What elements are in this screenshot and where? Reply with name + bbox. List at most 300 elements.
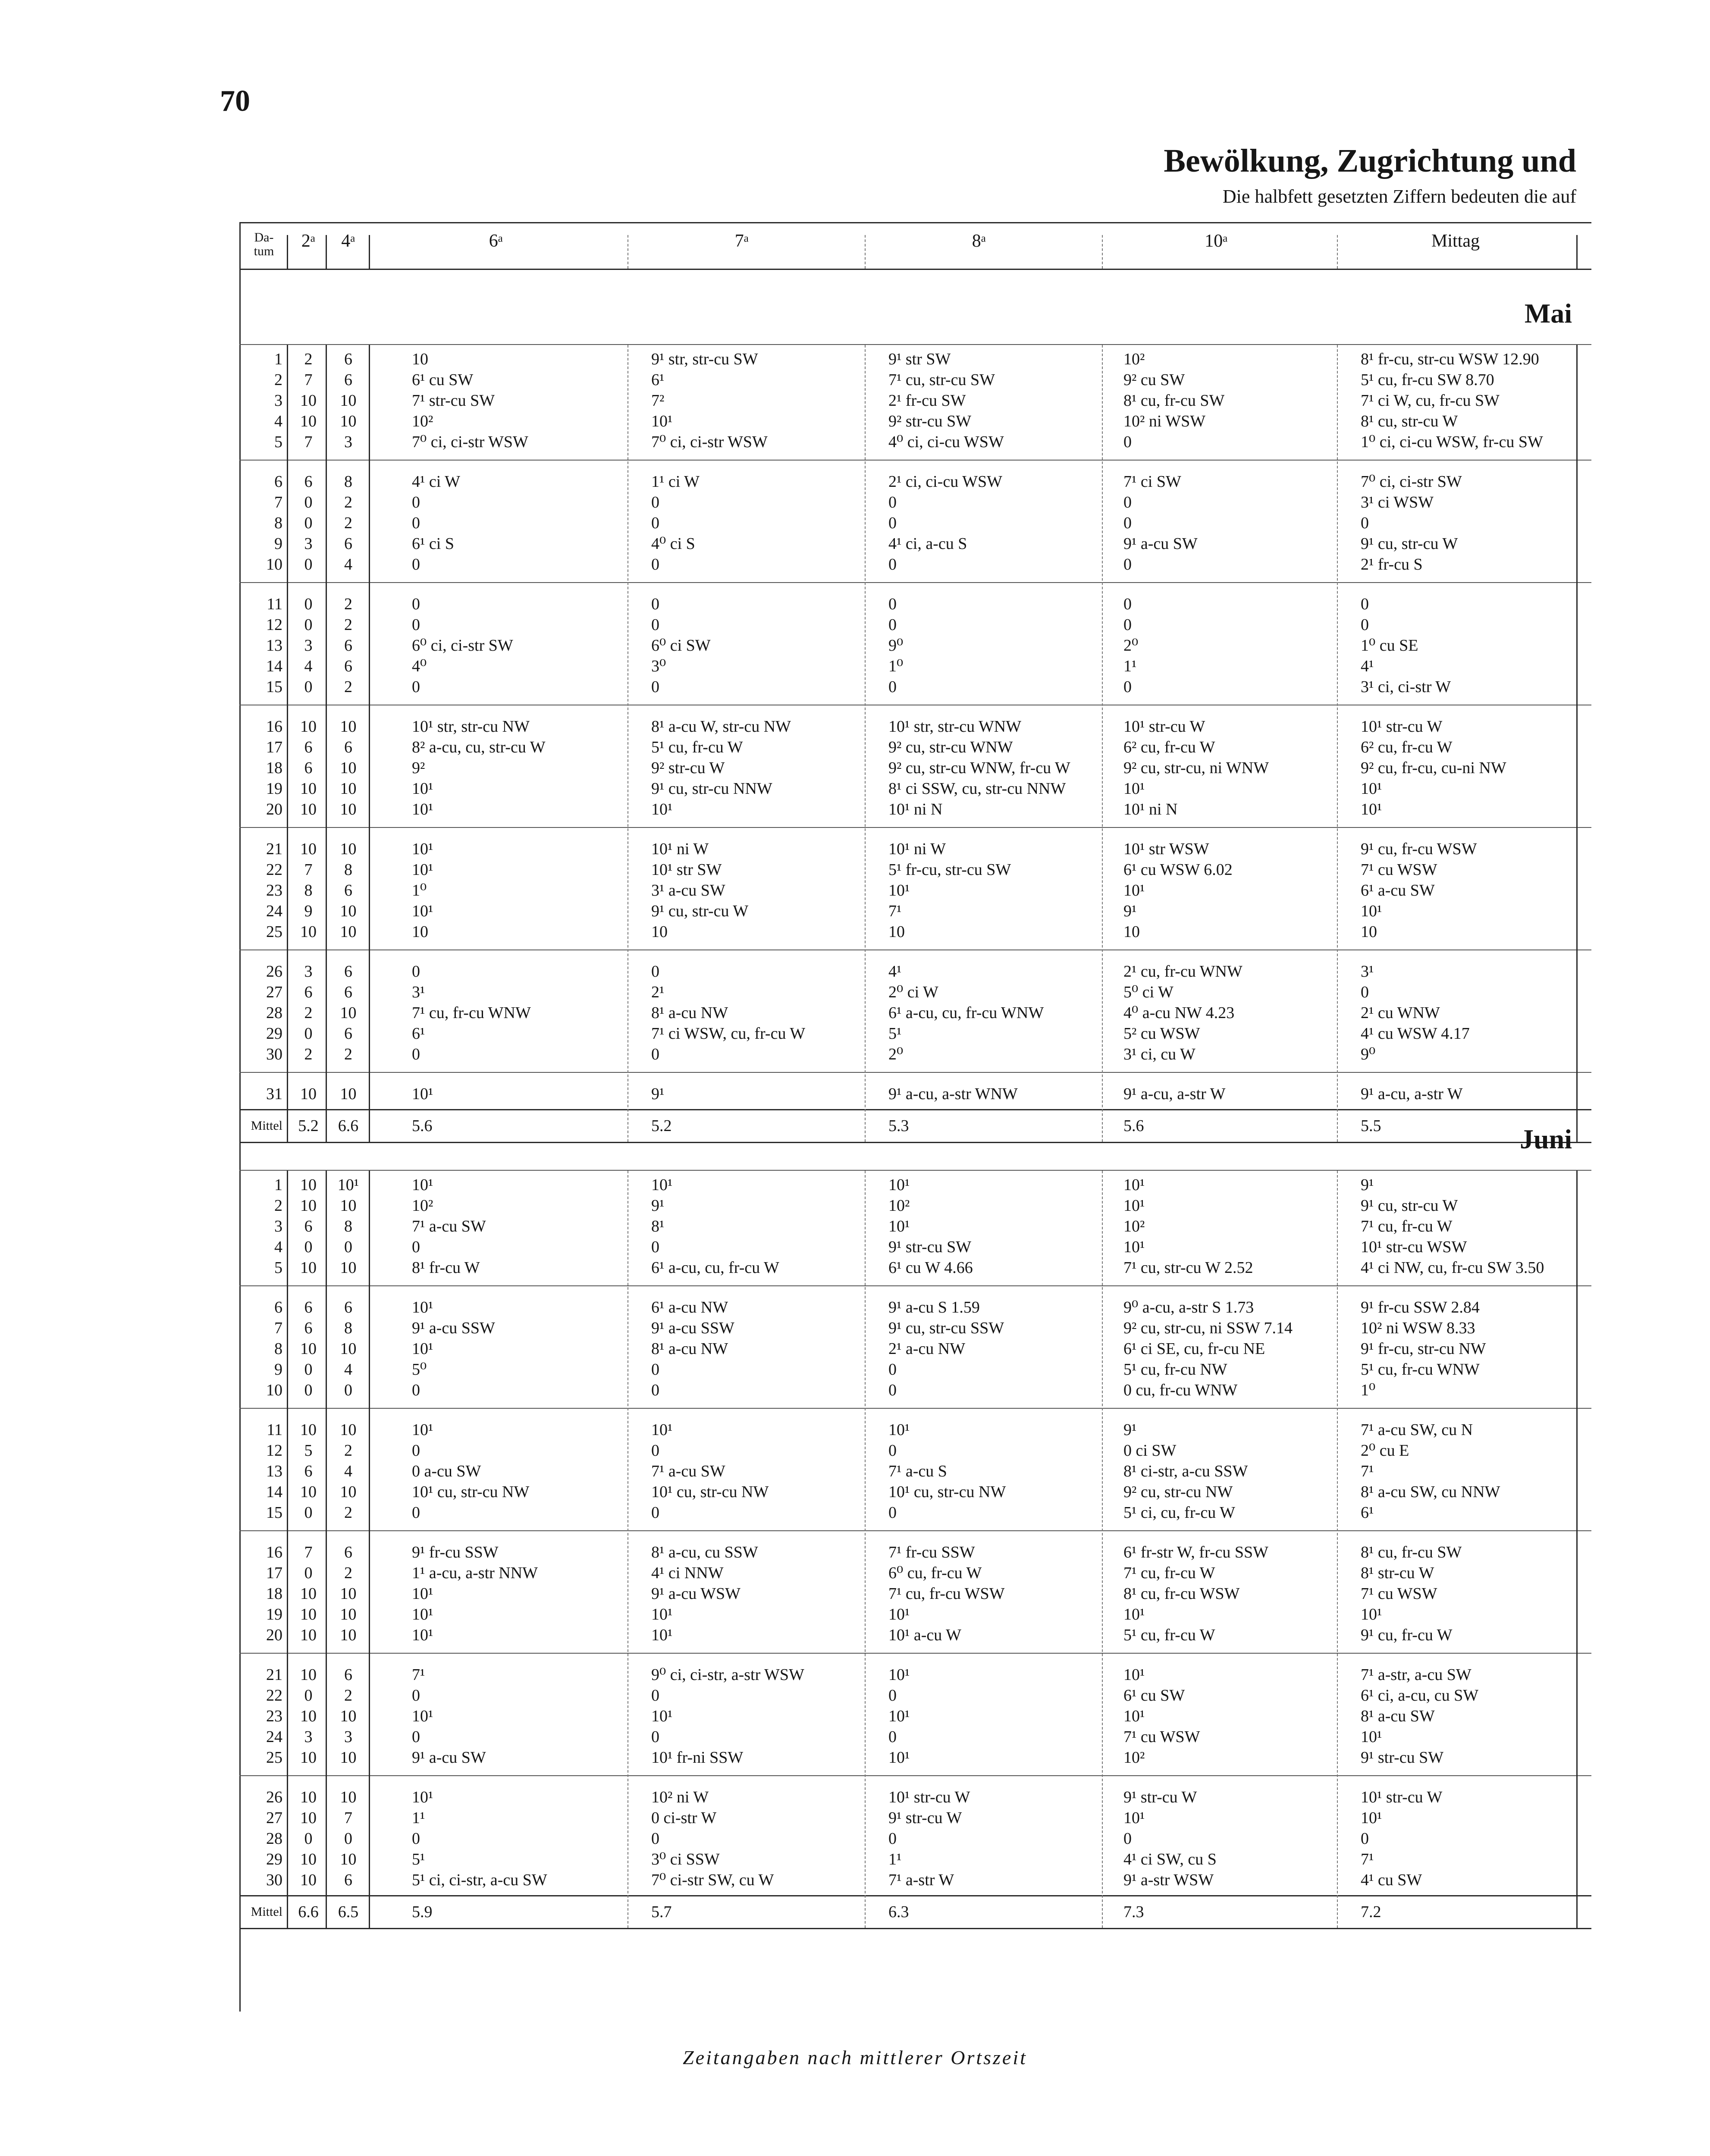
- value-8a: 0: [888, 493, 897, 511]
- value-2a: 2: [304, 350, 313, 368]
- value-10a: 0: [1123, 678, 1132, 696]
- value-4a: 6: [344, 962, 352, 981]
- value-mittag: 4¹ ci NW, cu, fr-cu SW 3.50: [1361, 1259, 1544, 1277]
- value-4a: 2: [344, 514, 352, 532]
- value-6a: 10: [412, 923, 428, 941]
- header-divider: [326, 235, 327, 269]
- value-8a: 6¹ a-cu, cu, fr-cu WNW: [888, 1004, 1044, 1022]
- table-row: [239, 1360, 1591, 1379]
- value-10a: 0 cu, fr-cu WNW: [1123, 1381, 1238, 1399]
- value-6a: 0 a-cu SW: [412, 1462, 481, 1480]
- datum-cell: 5: [274, 433, 282, 451]
- value-10a: 7¹ cu, str-cu W 2.52: [1123, 1259, 1253, 1277]
- datum-cell: 28: [266, 1830, 282, 1848]
- value-6a: 10¹: [412, 1176, 433, 1194]
- value-8a: 9² cu, str-cu WNW, fr-cu W: [888, 759, 1070, 777]
- value-4a: 6: [344, 1025, 352, 1043]
- value-2a: 10: [300, 1421, 317, 1439]
- table-row: [239, 1727, 1591, 1747]
- group-separator: [239, 1530, 1591, 1531]
- value-6a: 0: [412, 555, 420, 573]
- datum-cell: 16: [266, 1543, 282, 1561]
- value-8a: 0: [888, 1728, 897, 1746]
- value-6a: 5¹: [412, 1850, 425, 1868]
- value-7a: 10¹: [651, 800, 673, 818]
- value-2a: 7: [304, 371, 313, 389]
- table-row: [239, 1297, 1591, 1317]
- value-mittag: 0: [1361, 983, 1369, 1001]
- value-2a: 10: [300, 1259, 317, 1277]
- value-8a: 9¹ a-cu, a-str WNW: [888, 1085, 1018, 1103]
- value-mittag: 0: [1361, 1830, 1369, 1848]
- value-mittag: 10¹: [1361, 780, 1382, 798]
- value-mittag: 6¹ ci, a-cu, cu SW: [1361, 1686, 1479, 1705]
- value-8a: 7¹ cu, fr-cu WSW: [888, 1585, 1005, 1603]
- value-6a: 7¹ cu, fr-cu WNW: [412, 1004, 531, 1022]
- value-mittag: 10¹: [1361, 1728, 1382, 1746]
- mittel-value-8a: 6.3: [888, 1903, 909, 1921]
- value-8a: 9¹ cu, str-cu SSW: [888, 1319, 1004, 1337]
- value-4a: 3: [344, 1728, 352, 1746]
- value-7a: 3⁰: [651, 657, 666, 675]
- mittel-value-6a: 5.6: [412, 1117, 433, 1135]
- value-8a: 0: [888, 1442, 897, 1460]
- column-divider: [1337, 1171, 1338, 1928]
- value-2a: 7: [304, 1543, 313, 1561]
- value-2a: 0: [304, 678, 313, 696]
- value-mittag: 3¹: [1361, 962, 1374, 981]
- value-8a: 1⁰: [888, 657, 904, 675]
- value-6a: 10²: [412, 1197, 433, 1215]
- value-10a: 9¹ a-cu SW: [1123, 535, 1198, 553]
- value-4a: 10: [340, 1421, 357, 1439]
- value-7a: 1¹ ci W: [651, 473, 700, 491]
- value-7a: 5¹ cu, fr-cu W: [651, 738, 743, 756]
- value-8a: 9¹ str-cu SW: [888, 1238, 972, 1256]
- value-10a: 10¹: [1123, 1666, 1145, 1684]
- value-2a: 0: [304, 616, 313, 634]
- value-mittag: 2⁰ cu E: [1361, 1442, 1409, 1460]
- value-6a: 10¹: [412, 902, 433, 920]
- datum-cell: 29: [266, 1850, 282, 1868]
- value-4a: 0: [344, 1238, 352, 1256]
- value-10a: 2⁰: [1123, 636, 1139, 655]
- value-4a: 8: [344, 1319, 352, 1337]
- value-4a: 10: [340, 1626, 357, 1644]
- value-7a: 0: [651, 962, 659, 981]
- datum-cell: 2: [274, 371, 282, 389]
- mittel-value-7a: 5.2: [651, 1117, 672, 1135]
- value-4a: 10: [340, 923, 357, 941]
- table-row: [239, 1625, 1591, 1645]
- value-6a: 7⁰ ci, ci-str WSW: [412, 433, 528, 451]
- datum-cell: 27: [266, 983, 282, 1001]
- value-4a: 10: [340, 1340, 357, 1358]
- value-mittag: 7¹: [1361, 1850, 1374, 1868]
- table-row: [239, 1808, 1591, 1828]
- value-7a: 8¹: [651, 1217, 665, 1235]
- value-4a: 10: [340, 718, 357, 736]
- table-row: [239, 1175, 1591, 1195]
- value-6a: 10¹: [412, 1626, 433, 1644]
- value-7a: 6¹ a-cu, cu, fr-cu W: [651, 1259, 779, 1277]
- value-7a: 6¹ a-cu NW: [651, 1298, 728, 1316]
- value-2a: 10: [300, 780, 317, 798]
- datum-cell: 22: [266, 861, 282, 879]
- value-7a: 6⁰ ci SW: [651, 636, 711, 655]
- value-8a: 8¹ ci SSW, cu, str-cu NNW: [888, 780, 1066, 798]
- value-10a: 7¹ ci SW: [1123, 473, 1181, 491]
- value-10a: 6¹ cu SW: [1123, 1686, 1185, 1705]
- value-2a: 10: [300, 840, 317, 858]
- value-7a: 10² ni W: [651, 1788, 709, 1806]
- value-4a: 10: [340, 392, 357, 410]
- value-6a: 1¹: [412, 1809, 425, 1827]
- value-mittag: 8¹ cu, str-cu W: [1361, 412, 1458, 430]
- value-6a: 10¹ cu, str-cu NW: [412, 1483, 530, 1501]
- value-4a: 10: [340, 780, 357, 798]
- table-row: [239, 411, 1591, 431]
- datum-cell: 3: [274, 392, 282, 410]
- datum-cell: 24: [266, 1728, 282, 1746]
- value-2a: 5: [304, 1442, 313, 1460]
- mittel-value-mittag: 5.5: [1361, 1117, 1381, 1135]
- table-row: [239, 636, 1591, 655]
- table-row: [239, 349, 1591, 369]
- value-7a: 3¹ a-cu SW: [651, 881, 725, 899]
- value-2a: 10: [300, 1707, 317, 1725]
- column-divider: [369, 1171, 370, 1928]
- value-6a: 10¹: [412, 1585, 433, 1603]
- value-2a: 6: [304, 1217, 313, 1235]
- datum-cell: 9: [274, 1360, 282, 1379]
- datum-cell: 10: [266, 555, 282, 573]
- value-6a: 0: [412, 1504, 420, 1522]
- value-8a: 10¹: [888, 1176, 910, 1194]
- header-4a: 4ᵃ: [341, 231, 355, 251]
- value-4a: 2: [344, 1045, 352, 1063]
- table-row: [239, 1482, 1591, 1502]
- table-row: [239, 737, 1591, 757]
- value-8a: 10: [888, 923, 905, 941]
- value-4a: 2: [344, 616, 352, 634]
- value-7a: 4¹ ci NNW: [651, 1564, 724, 1582]
- value-8a: 9¹ str-cu W: [888, 1809, 962, 1827]
- value-mittag: 9² cu, fr-cu, cu-ni NW: [1361, 759, 1506, 777]
- header-6a: 6ᵃ: [489, 231, 503, 251]
- value-7a: 8¹ a-cu, cu SSW: [651, 1543, 758, 1561]
- datum-cell: 12: [266, 616, 282, 634]
- value-2a: 3: [304, 962, 313, 981]
- value-8a: 9² str-cu SW: [888, 412, 972, 430]
- value-8a: 7¹ fr-cu SSW: [888, 1543, 975, 1561]
- datum-cell: 6: [274, 1298, 282, 1316]
- value-10a: 2¹ cu, fr-cu WNW: [1123, 962, 1242, 981]
- group-separator: [239, 1408, 1591, 1409]
- column-divider: [1576, 1171, 1578, 1928]
- value-mittag: 4¹ cu SW: [1361, 1871, 1422, 1889]
- value-7a: 0: [651, 1045, 659, 1063]
- column-divider: [1102, 345, 1103, 1142]
- datum-cell: 16: [266, 718, 282, 736]
- value-8a: 10¹ ni N: [888, 800, 943, 818]
- footer-note: Zeitangaben nach mittlerer Ortszeit: [683, 2046, 1027, 2068]
- value-2a: 0: [304, 514, 313, 532]
- table-row: [239, 901, 1591, 921]
- header-divider: [1576, 235, 1578, 269]
- value-7a: 10¹ ni W: [651, 840, 709, 858]
- value-7a: 3⁰ ci SSW: [651, 1850, 720, 1868]
- table-row: [239, 1216, 1591, 1236]
- datum-cell: 1: [274, 350, 282, 368]
- value-mittag: 9¹ cu, str-cu W: [1361, 1197, 1458, 1215]
- mittel-value-mittag: 7.2: [1361, 1903, 1381, 1921]
- value-10a: 8¹ cu, fr-cu SW: [1123, 392, 1225, 410]
- table-row: [239, 1024, 1591, 1044]
- table-row: [239, 1604, 1591, 1624]
- value-10a: 9² cu, str-cu, ni SSW 7.14: [1123, 1319, 1293, 1337]
- value-10a: 5¹ cu, fr-cu W: [1123, 1626, 1215, 1644]
- column-divider: [326, 1171, 327, 1928]
- weather-table: [239, 222, 1591, 2012]
- value-4a: 2: [344, 595, 352, 613]
- value-10a: 0: [1123, 555, 1132, 573]
- value-2a: 0: [304, 1686, 313, 1705]
- table-row: [239, 881, 1591, 900]
- datum-cell: 4: [274, 1238, 282, 1256]
- mittel-row: [239, 1116, 1591, 1136]
- value-mittag: 8¹ a-cu SW: [1361, 1707, 1435, 1725]
- value-10a: 10²: [1123, 350, 1145, 368]
- value-6a: 10¹: [412, 861, 433, 879]
- value-10a: 6² cu, fr-cu W: [1123, 738, 1215, 756]
- value-7a: 0: [651, 1830, 659, 1848]
- mittel-value-10a: 7.3: [1123, 1903, 1144, 1921]
- value-mittag: 6² cu, fr-cu W: [1361, 738, 1453, 756]
- value-10a: 10¹: [1123, 1809, 1145, 1827]
- value-8a: 0: [888, 1504, 897, 1522]
- value-mittag: 7¹ cu WSW: [1361, 1585, 1437, 1603]
- value-8a: 0: [888, 678, 897, 696]
- table-row: [239, 656, 1591, 676]
- table-top-border: [239, 222, 1591, 223]
- datum-cell: 30: [266, 1871, 282, 1889]
- datum-cell: 6: [274, 473, 282, 491]
- value-6a: 7¹: [412, 1666, 425, 1684]
- value-7a: 0: [651, 1504, 659, 1522]
- value-4a: 6: [344, 371, 352, 389]
- group-separator: [239, 1072, 1591, 1073]
- value-10a: 10¹ str WSW: [1123, 840, 1209, 858]
- value-10a: 9² cu SW: [1123, 371, 1185, 389]
- value-2a: 0: [304, 1504, 313, 1522]
- value-6a: 0: [412, 493, 420, 511]
- value-6a: 5¹ ci, ci-str, a-cu SW: [412, 1871, 547, 1889]
- value-7a: 0: [651, 1728, 659, 1746]
- value-8a: 2⁰ ci W: [888, 983, 938, 1001]
- value-2a: 2: [304, 1045, 313, 1063]
- value-8a: 2¹ ci, ci-cu WSW: [888, 473, 1002, 491]
- table-row: [239, 432, 1591, 452]
- value-mittag: 7¹ cu, fr-cu W: [1361, 1217, 1453, 1235]
- datum-cell: 4: [274, 412, 282, 430]
- value-mittag: 6¹: [1361, 1504, 1374, 1522]
- value-10a: 4¹ ci SW, cu S: [1123, 1850, 1217, 1868]
- value-6a: 6¹ ci S: [412, 535, 454, 553]
- value-7a: 0: [651, 1442, 659, 1460]
- section-top-border: [239, 1170, 1591, 1171]
- table-row: [239, 1380, 1591, 1400]
- value-8a: 2¹ a-cu NW: [888, 1340, 966, 1358]
- value-mittag: 8¹ fr-cu, str-cu WSW 12.90: [1361, 350, 1539, 368]
- value-6a: 10²: [412, 412, 433, 430]
- value-7a: 0 ci-str W: [651, 1809, 717, 1827]
- value-10a: 10² ni WSW: [1123, 412, 1206, 430]
- value-2a: 10: [300, 1871, 317, 1889]
- datum-cell: 20: [266, 800, 282, 818]
- mittel-bottom-border: [239, 1928, 1591, 1929]
- group-separator: [239, 827, 1591, 828]
- value-mittag: 10² ni WSW 8.33: [1361, 1319, 1475, 1337]
- value-10a: 6¹ fr-str W, fr-cu SSW: [1123, 1543, 1268, 1561]
- value-2a: 0: [304, 1381, 313, 1399]
- column-divider: [865, 1171, 866, 1928]
- value-6a: 0: [412, 1830, 420, 1848]
- table-row: [239, 1542, 1591, 1562]
- value-7a: 2¹: [651, 983, 665, 1001]
- value-mittag: 10: [1361, 923, 1377, 941]
- value-mittag: 7¹ a-cu SW, cu N: [1361, 1421, 1473, 1439]
- page-title: Bewölkung, Zugrichtung und: [1164, 143, 1576, 179]
- header-8a: 8ᵃ: [972, 231, 986, 251]
- value-10a: 10¹: [1123, 881, 1145, 899]
- datum-cell: 18: [266, 759, 282, 777]
- value-7a: 8¹ a-cu NW: [651, 1004, 728, 1022]
- datum-cell: 22: [266, 1686, 282, 1705]
- value-mittag: 8¹ a-cu SW, cu NNW: [1361, 1483, 1500, 1501]
- value-8a: 0: [888, 1381, 897, 1399]
- value-2a: 7: [304, 433, 313, 451]
- table-row: [239, 1787, 1591, 1807]
- value-10a: 9¹ a-cu, a-str W: [1123, 1085, 1226, 1103]
- value-10a: 10¹ ni N: [1123, 800, 1178, 818]
- datum-cell: 13: [266, 636, 282, 655]
- value-6a: 1¹ a-cu, a-str NNW: [412, 1564, 538, 1582]
- column-divider: [326, 345, 327, 1142]
- value-8a: 10¹ str, str-cu WNW: [888, 718, 1022, 736]
- value-8a: 7¹ a-str W: [888, 1871, 954, 1889]
- value-7a: 0: [651, 555, 659, 573]
- value-10a: 0 ci SW: [1123, 1442, 1177, 1460]
- value-7a: 4⁰ ci S: [651, 535, 695, 553]
- value-4a: 6: [344, 535, 352, 553]
- value-7a: 0: [651, 595, 659, 613]
- table-row: [239, 513, 1591, 533]
- value-8a: 9⁰: [888, 636, 904, 655]
- table-row: [239, 1461, 1591, 1481]
- value-mittag: 4¹: [1361, 657, 1374, 675]
- value-4a: 6: [344, 636, 352, 655]
- table-row: [239, 1503, 1591, 1523]
- value-mittag: 1⁰ cu SE: [1361, 636, 1418, 655]
- mittel-top-border: [239, 1895, 1591, 1896]
- value-10a: 10¹: [1123, 1238, 1145, 1256]
- value-10a: 6¹ cu WSW 6.02: [1123, 861, 1233, 879]
- value-2a: 10: [300, 1483, 317, 1501]
- value-mittag: 2¹ cu WNW: [1361, 1004, 1440, 1022]
- value-6a: 5⁰: [412, 1360, 427, 1379]
- value-2a: 6: [304, 738, 313, 756]
- column-divider: [369, 345, 370, 1142]
- value-7a: 0: [651, 1238, 659, 1256]
- value-10a: 10²: [1123, 1217, 1145, 1235]
- header-bottom-border: [239, 269, 1591, 270]
- datum-cell: 26: [266, 1788, 282, 1806]
- value-8a: 0: [888, 616, 897, 634]
- table-row: [239, 1084, 1591, 1104]
- value-8a: 2¹ fr-cu SW: [888, 392, 966, 410]
- value-4a: 10: [340, 1788, 357, 1806]
- datum-cell: 21: [266, 840, 282, 858]
- value-mittag: 9¹ cu, fr-cu WSW: [1361, 840, 1477, 858]
- table-row: [239, 922, 1591, 942]
- value-6a: 9¹ fr-cu SSW: [412, 1543, 499, 1561]
- datum-cell: 5: [274, 1259, 282, 1277]
- value-6a: 9¹ a-cu SSW: [412, 1319, 495, 1337]
- value-10a: 0: [1123, 514, 1132, 532]
- value-10a: 10¹ str-cu W: [1123, 718, 1205, 736]
- datum-cell: 27: [266, 1809, 282, 1827]
- value-2a: 0: [304, 555, 313, 573]
- value-10a: 9¹ a-str WSW: [1123, 1871, 1214, 1889]
- value-6a: 6¹ cu SW: [412, 371, 474, 389]
- table-row: [239, 962, 1591, 981]
- datum-cell: 24: [266, 902, 282, 920]
- value-6a: 10¹ str, str-cu NW: [412, 718, 530, 736]
- datum-cell: 20: [266, 1626, 282, 1644]
- mittel-value-10a: 5.6: [1123, 1117, 1144, 1135]
- value-8a: 10¹: [888, 1707, 910, 1725]
- value-4a: 6: [344, 738, 352, 756]
- group-separator: [239, 1285, 1591, 1286]
- value-7a: 7⁰ ci-str SW, cu W: [651, 1871, 774, 1889]
- value-8a: 4¹: [888, 962, 902, 981]
- value-10a: 10: [1123, 923, 1140, 941]
- value-6a: 9²: [412, 759, 425, 777]
- datum-cell: 26: [266, 962, 282, 981]
- value-2a: 2: [304, 1004, 313, 1022]
- value-10a: 5¹ cu, fr-cu NW: [1123, 1360, 1227, 1379]
- value-7a: 10¹: [651, 1605, 673, 1623]
- group-separator: [239, 582, 1591, 583]
- value-6a: 6⁰ ci, ci-str SW: [412, 636, 513, 655]
- value-10a: 0: [1123, 616, 1132, 634]
- table-row: [239, 615, 1591, 635]
- datum-cell: 29: [266, 1025, 282, 1043]
- value-4a: 10: [340, 1850, 357, 1868]
- table-row: [239, 839, 1591, 859]
- value-4a: 6: [344, 1871, 352, 1889]
- value-8a: 0: [888, 1360, 897, 1379]
- value-mittag: 7¹ a-str, a-cu SW: [1361, 1666, 1472, 1684]
- datum-cell: 7: [274, 1319, 282, 1337]
- mittel-value-8a: 5.3: [888, 1117, 909, 1135]
- value-6a: 0: [412, 1728, 420, 1746]
- value-mittag: 7¹ ci W, cu, fr-cu SW: [1361, 392, 1500, 410]
- datum-cell: 13: [266, 1462, 282, 1480]
- value-7a: 9¹ str, str-cu SW: [651, 350, 758, 368]
- datum-cell: 17: [266, 738, 282, 756]
